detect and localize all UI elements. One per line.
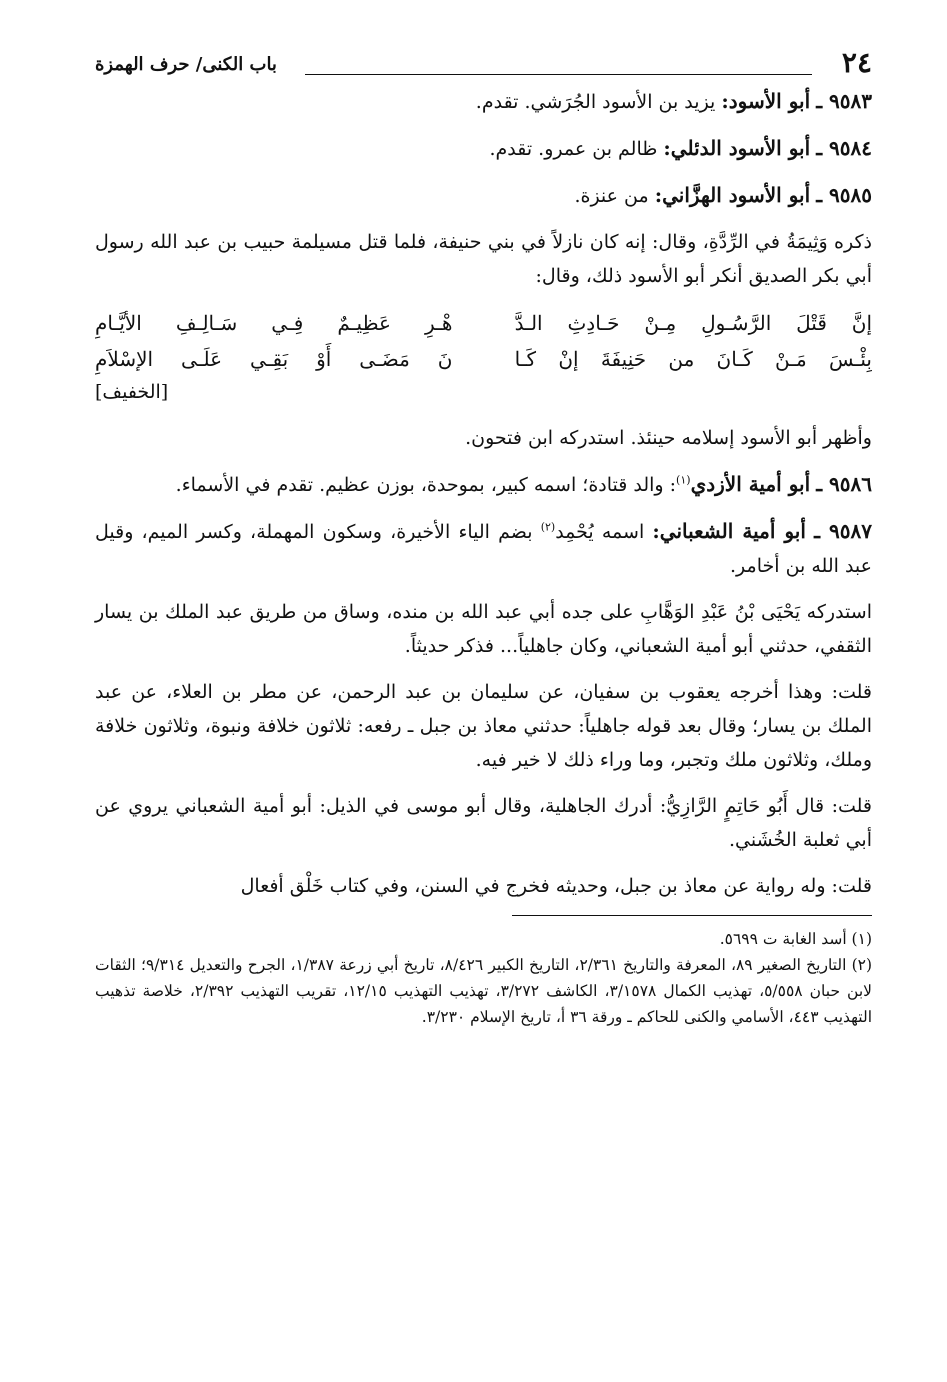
paragraph: قلت: وله رواية عن معاذ بن جبل، وحديثه فخرج في السنن، وفي كتاب خَلْق أفعال [240, 875, 872, 897]
header-rule [305, 74, 812, 75]
page-header [95, 40, 872, 84]
entry-kunya: أبو الأسود: [721, 89, 811, 113]
entry-number: ٩٥٨٧ ـ [814, 519, 872, 543]
footnote-ref[interactable]: (١) [676, 473, 691, 487]
entry-text: اسمه يُحْمِد [555, 521, 653, 543]
entry-text: يزيد بن الأسود الجُرَشي. تقدم. [475, 91, 722, 113]
footnotes [95, 926, 872, 1030]
verse-line [95, 305, 872, 341]
entry-kunya: أبو الأسود الدئلي: [663, 136, 811, 160]
footnote-2: (٢) التاريخ الصغير ٨٩، المعرفة والتاريخ ٢/٣٦١، التاريخ الكبير ٨/٤٢٦، تاريخ أبي زرعة ١/٣٨٧، الجرح والتعديل ٩/٣١٤؛ الثقات لابن حبان ٥/٥٥٨، تهذيب الكمال ٣/١٥٧٨، الكاشف ٣/٢٧٢، تهذيب التهذيب ١٢/١٥، تقريب التهذيب ٢/٣٩٢، خلاصة تذهيب التهذيب ٤٤٣، الأسامي والكنى للحاكم ـ ورقة ٣٦ أ، تاريخ الإسلام ٣/٢٣٠. [95, 956, 873, 1026]
entry-kunya: أبو الأسود الهزَّاني: [654, 183, 811, 207]
entry-number: ٩٥٨٦ ـ [816, 472, 872, 496]
paragraph: استدركه يَحْيَى بْنُ عَبْدِ الوَهَّابِ على جده أبي عبد الله بن منده، وساق من طريق عبد الملك بن يسار الثقفي، حدثني أبو أمية الشعباني، وكان جاهلياً... فذكر حديثاً. [95, 601, 872, 657]
hemistich-first: بِئْـسَ مَـنْ كَـانَ من حَنِيفَةَ إنْ كَـا [514, 347, 872, 371]
page [95, 40, 872, 1382]
hemistich-second: هْـرِ عَظِيـمٌ فِـي سَـالِـفِ الأيَّـامِ [95, 311, 453, 335]
paragraph: قلت: قال أَبُو حَاتِمٍ الرَّازِيُّ: أدرك الجاهلية، وقال أبو موسى في الذيل: أبو أمية الشعباني يروي عن أبي ثعلبة الخُشَني. [95, 795, 872, 851]
entry-text: من عنزة. [574, 185, 655, 207]
entry-9586 [95, 467, 872, 502]
entry-number: ٩٥٨٥ ـ [816, 183, 872, 207]
entry-9584 [95, 131, 872, 166]
footnote-ref[interactable]: (٢) [540, 520, 556, 534]
hemistich-first: إنَّ قَتْلَ الرَّسُـولِ مِـنْ حَـادِثِ الـدَّ [514, 311, 872, 335]
entry-text: ظالم بن عمرو. تقدم. [489, 138, 664, 160]
main-text [95, 84, 872, 903]
running-title: باب الكنى/ حرف الهمزة [95, 54, 277, 75]
verse-line [95, 341, 872, 377]
paragraph-9585-detail: ذكره وَثِيمَةُ في الرِّدَّةِ، وقال: إنه كان نازلاً في بني حنيفة، فلما قتل مسيلمة حبيب بن عبد الله رسول أبي بكر الصديق أنكر أبو الأسود ذلك، وقال: [95, 231, 872, 287]
paragraph: قلت: وهذا أخرجه يعقوب بن سفيان، عن سليمان بن عبد الرحمن، عن مطر بن العلاء، عن عبد الملك بن يسار؛ وقال بعد قوله جاهلياً: حدثني معاذ بن جبل ـ رفعه: ثلاثون خلافة ونبوة، وثلاثون خلافة وملك، وثلاثون ملك وتجبر، وما وراء ذلك لا خير فيه. [95, 681, 872, 771]
entry-9585 [95, 178, 872, 213]
entry-kunya: أبو أمية الأزدي [690, 472, 811, 496]
page-number: ٢٤ [841, 46, 872, 79]
poem [95, 305, 872, 407]
entry-text: بضم الياء الأخيرة، وسكون المهملة، وكسر الميم، وقيل عبد الله بن أخامر. [95, 521, 872, 577]
footnote-1: (١) أسد الغابة ت ٥٦٩٩. [719, 930, 872, 948]
paragraph-after-poem: وأظهر أبو الأسود إسلامه حينئذ. استدركه ابن فتحون. [465, 427, 872, 449]
poem-meter: [الخفيف] [95, 381, 169, 403]
entry-text: : والد قتادة؛ اسمه كبير، بموحدة، بوزن عظيم. تقدم في الأسماء. [175, 474, 677, 496]
footnote-divider [512, 915, 872, 916]
hemistich-second: نَ مَضَـى أَوْ بَقِـي عَلَـى الإسْلاَمِ [95, 347, 453, 371]
entry-number: ٩٥٨٣ ـ [816, 89, 872, 113]
entry-9583 [95, 84, 872, 119]
entry-9587 [95, 514, 872, 583]
entry-number: ٩٥٨٤ ـ [816, 136, 872, 160]
entry-kunya: أبو أمية الشعباني: [652, 519, 806, 543]
